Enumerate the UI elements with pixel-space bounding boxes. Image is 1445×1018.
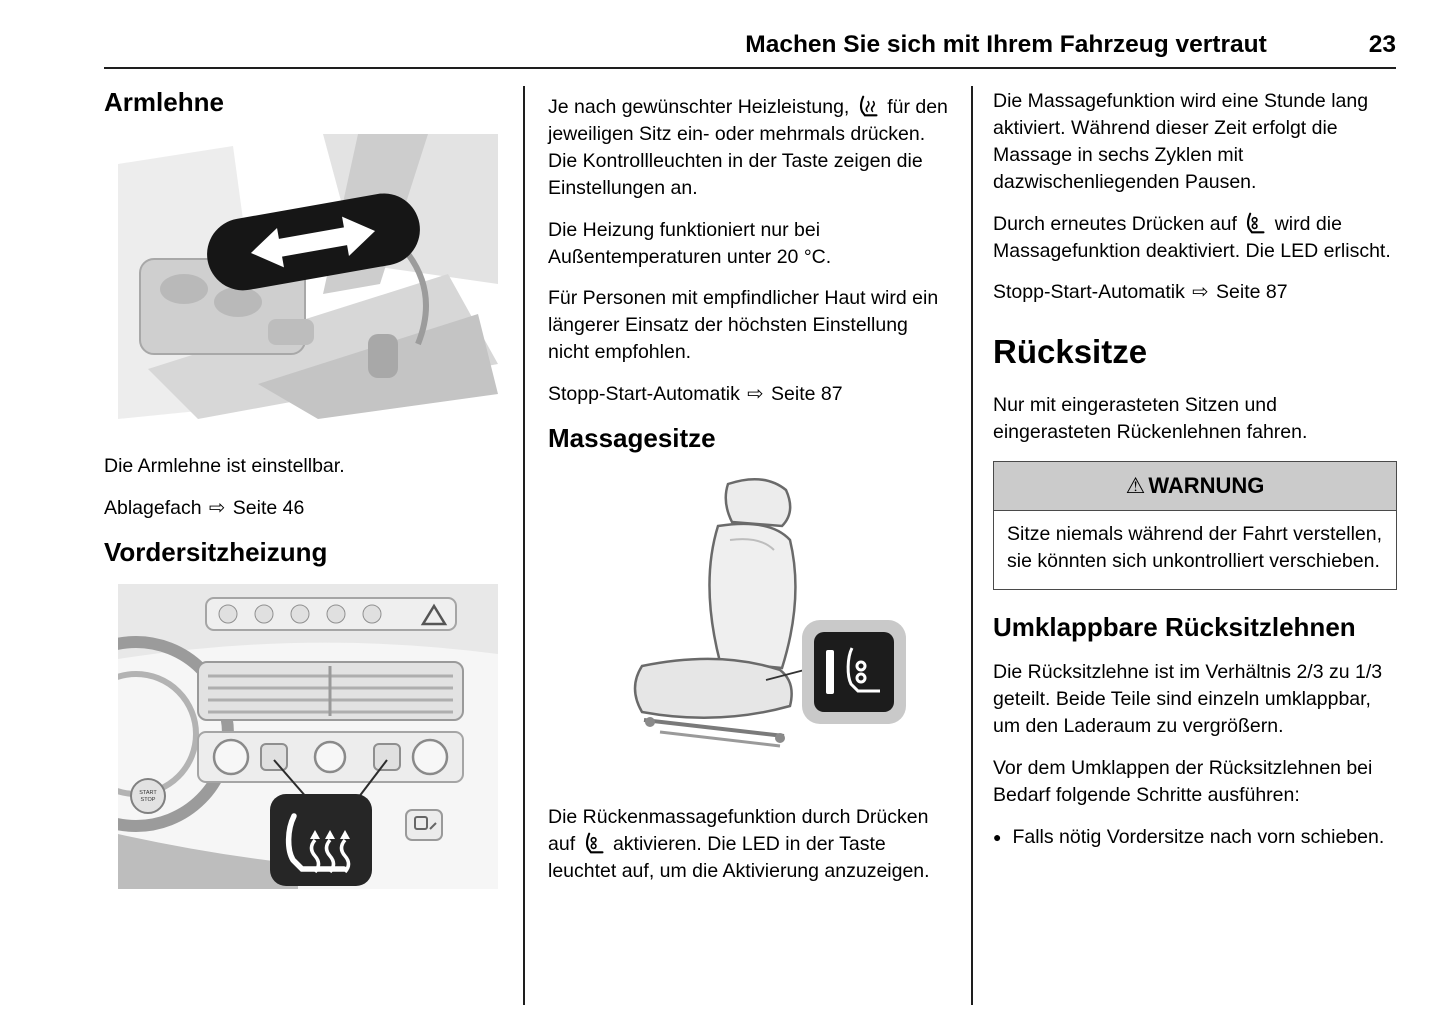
column-divider-left <box>523 86 525 1005</box>
folding-paragraph-1: Die Rücksitzlehne ist im Verhältnis 2/3 zu 1/3 geteilt. Beide Teile sind einzeln umklappbar, um den Laderaum zu vergrößern. <box>993 661 1383 737</box>
massage-icon <box>1244 212 1267 235</box>
page-header <box>104 32 1396 59</box>
stop-start-page-reference <box>548 381 951 408</box>
armrest-illustration <box>118 134 498 419</box>
massage-seat-figure <box>580 470 920 788</box>
page-ref-arrow-icon: ⇨ <box>747 383 764 406</box>
warning-triangle-icon: ⚠ <box>1125 472 1146 498</box>
folding-paragraph-2: Vor dem Umklappen der Rücksitzlehnen bei Bedarf folgende Schritte ausführen: <box>993 756 1373 806</box>
reference-label: Stopp-Start-Automatik <box>548 383 740 406</box>
rear-seats-paragraph: Nur mit eingerasteten Sitzen und eingerasteten Rückenlehnen fahren. <box>993 393 1308 443</box>
massage-seat-illustration <box>580 470 920 780</box>
led-indicator <box>826 650 834 694</box>
list-item <box>993 824 1397 851</box>
page-ref-arrow-icon: ⇨ <box>1192 281 1209 304</box>
seat-heating-button-right <box>374 744 400 770</box>
start-stop-button <box>131 779 165 813</box>
massage-seats-heading: Massagesitze <box>548 423 716 454</box>
page-ref-arrow-icon: ⇨ <box>209 497 226 519</box>
massage-icon <box>583 832 606 855</box>
svg-text:STOP: STOP <box>140 797 156 804</box>
warning-box <box>993 461 1397 590</box>
reference-page: Seite 46 <box>232 497 305 519</box>
middle-column <box>548 94 951 900</box>
armrest-heading: Armlehne <box>104 87 224 117</box>
armrest-figure <box>118 134 498 427</box>
list-item-text: Falls nötig Vordersitze nach vorn schieben. <box>1012 825 1385 848</box>
dashboard-illustration <box>118 584 498 889</box>
warning-title: ⚠ WARNUNG <box>994 462 1396 511</box>
reference-page: Seite 87 <box>771 383 843 406</box>
column-divider-right <box>971 86 973 1005</box>
stop-start-page-reference <box>993 279 1397 306</box>
reference-page: Seite 87 <box>1216 281 1288 304</box>
page-number: 23 <box>1368 31 1396 58</box>
header-title: Machen Sie sich mit Ihrem Fahrzeug vertraut <box>745 31 1267 58</box>
seat-heating-icon-callout <box>270 794 372 886</box>
folding-rear-seatbacks-heading: Umklappbare Rücksitzlehnen <box>993 611 1356 642</box>
bullet-icon: ● <box>993 828 1002 845</box>
massage-deactivation-paragraph: Durch erneutes Drücken auf wird die Massagefunktion deaktiviert. Die LED erlischt. <box>993 212 1391 262</box>
svg-text:START: START <box>139 790 157 797</box>
reference-label: Stopp-Start-Automatik <box>993 281 1185 304</box>
seat-heating-icon <box>857 95 880 118</box>
left-column <box>104 85 498 923</box>
dashboard-figure <box>118 584 498 897</box>
headrest <box>725 479 789 526</box>
massage-button-callout <box>802 620 906 724</box>
rear-seats-heading: Rücksitze <box>993 333 1148 371</box>
massage-activation-paragraph: Die Rückenmassagefunktion durch Drücken auf aktivieren. Die LED in der Taste leuchtet auf, um die Aktivierung anzuzeigen. <box>548 806 930 882</box>
reference-label: Ablagefach <box>104 497 202 519</box>
front-seat-heating-heading: Vordersitzheizung <box>104 536 328 567</box>
heating-paragraph-2: Die Heizung funktioniert nur bei Außentemperaturen unter 20 °C. <box>548 218 832 268</box>
backrest <box>709 524 795 668</box>
armrest-caption: Die Armlehne ist einstellbar. <box>104 455 345 478</box>
header-rule <box>104 67 1396 69</box>
right-column <box>993 88 1397 865</box>
storage-page-reference <box>104 495 498 522</box>
seat-cushion <box>635 659 792 718</box>
heating-paragraph-1: Je nach gewünschter Heizleistung, für den jeweiligen Sitz ein- oder mehrmals drücken. Die Kontrollleuchten in der Taste zeigen die Einstellungen an. <box>548 96 948 199</box>
heating-paragraph-3: Für Personen mit empfindlicher Haut wird ein längerer Einsatz der höchsten Einstellung nicht empfohlen. <box>548 287 939 364</box>
warning-body: Sitze niemals während der Fahrt verstellen, sie könnten sich unkontrolliert verschieben. <box>1007 523 1383 573</box>
massage-duration-paragraph: Die Massagefunktion wird eine Stunde lang aktiviert. Während dieser Zeit erfolgt die Massage in sechs Zyklen mit dazwischenliegenden Pausen. <box>993 90 1369 193</box>
seat-heating-button-left <box>261 744 287 770</box>
